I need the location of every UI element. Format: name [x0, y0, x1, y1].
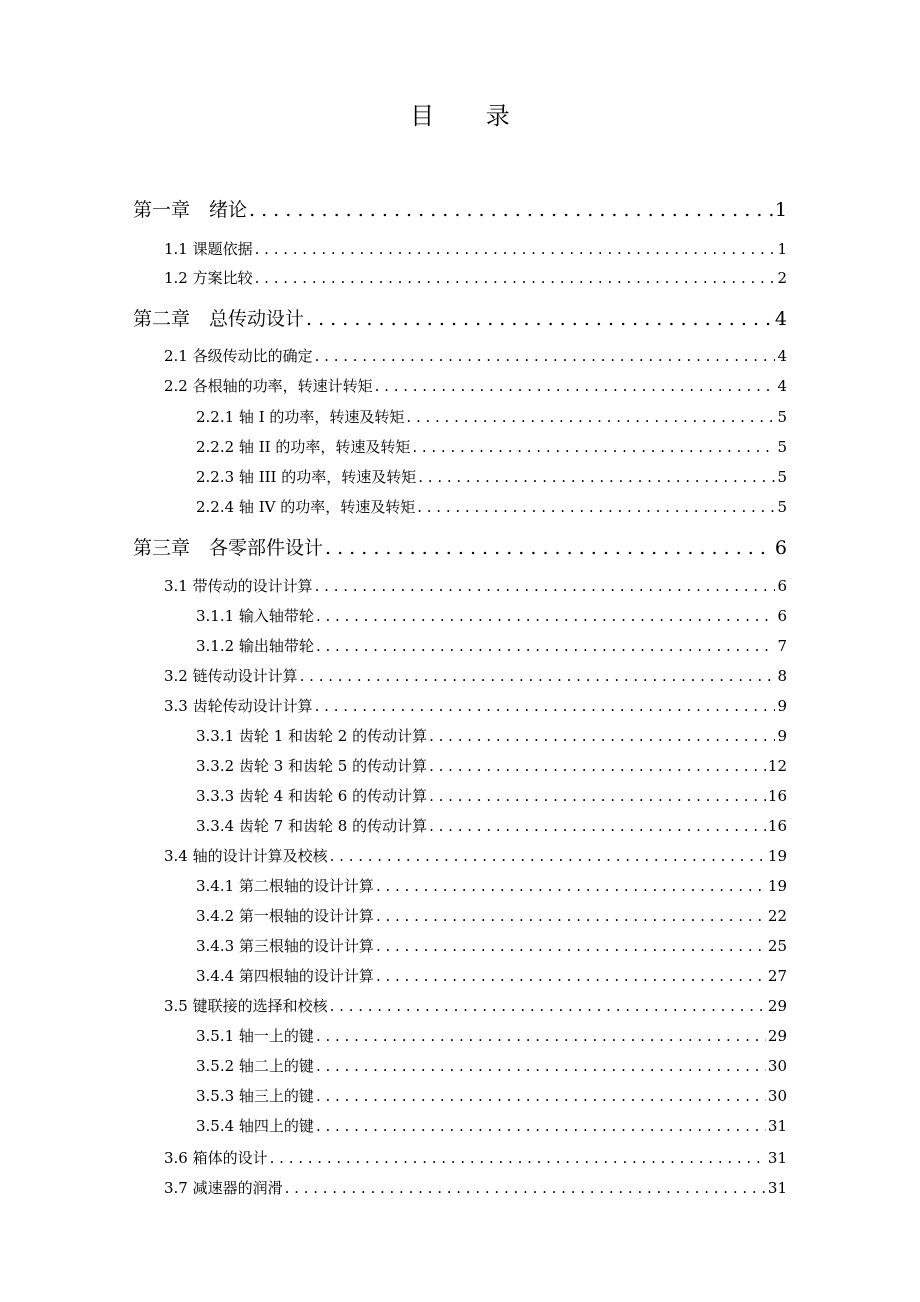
toc-entry[interactable]: [164, 1173, 787, 1203]
toc-entry[interactable]: [196, 1051, 787, 1081]
toc-entry-page-number: 29: [767, 1027, 787, 1045]
toc-entry[interactable]: [196, 1081, 787, 1111]
toc-entry[interactable]: [196, 462, 787, 492]
toc-entry[interactable]: [196, 402, 787, 432]
dot-leader: [429, 751, 766, 781]
toc-entry-page-number: 4: [777, 377, 787, 395]
toc-entry-label: 3.4.1 第二根轴的设计计算: [196, 877, 374, 895]
toc-entry-label: 3.4.3 第三根轴的设计计算: [196, 937, 374, 955]
toc-entry[interactable]: [196, 601, 787, 631]
dot-leader: [316, 601, 776, 631]
dot-leader: [429, 781, 766, 811]
toc-entry-label: 2.2.1 轴 I 的功率，转速及转矩: [196, 408, 405, 426]
dot-leader: [315, 571, 776, 601]
dot-leader: [376, 901, 766, 931]
toc-entry[interactable]: [164, 691, 787, 721]
toc-entry-label: 2.1 各级传动比的确定: [164, 347, 313, 365]
toc-entry-page-number: 31: [767, 1149, 787, 1167]
toc-entry-label: 3.4 轴的设计计算及校核: [164, 847, 328, 865]
toc-entry-label: 3.5.1 轴一上的键: [196, 1027, 314, 1045]
dot-leader: [412, 432, 775, 462]
toc-entry[interactable]: [164, 991, 787, 1021]
toc-entry-page-number: 31: [767, 1179, 787, 1197]
toc-entry[interactable]: [164, 841, 787, 871]
toc-entry[interactable]: [196, 811, 787, 841]
toc-entry-label: 3.3.1 齿轮 1 和齿轮 2 的传动计算: [196, 727, 428, 745]
toc-entry-page-number: 4: [774, 308, 787, 330]
toc-entry-label: 3.1 带传动的设计计算: [164, 577, 313, 595]
toc-entry-label: 3.5.2 轴二上的键: [196, 1057, 314, 1075]
toc-entry[interactable]: [164, 234, 787, 264]
toc-entry[interactable]: [196, 1111, 787, 1141]
toc-entry-page-number: 7: [777, 637, 787, 655]
toc-entry[interactable]: [196, 751, 787, 781]
toc-entry-page-number: 4: [777, 347, 787, 365]
toc-entry-label: 3.5 键联接的选择和校核: [164, 997, 328, 1015]
toc-entry[interactable]: [133, 195, 787, 225]
dot-leader: [300, 661, 776, 691]
dot-leader: [270, 1143, 766, 1173]
toc-entry-page-number: 30: [767, 1057, 787, 1075]
dot-leader: [376, 931, 766, 961]
toc-entry[interactable]: [164, 263, 787, 293]
dot-leader: [249, 195, 773, 225]
dot-leader: [316, 1051, 766, 1081]
dot-leader: [429, 811, 766, 841]
toc-entry-page-number: 22: [767, 907, 787, 925]
dot-leader: [316, 1111, 766, 1141]
dot-leader: [255, 234, 776, 264]
dot-leader: [316, 1021, 766, 1051]
dot-leader: [418, 462, 775, 492]
toc-entry-label: 3.2 链传动设计计算: [164, 667, 298, 685]
dot-leader: [316, 1081, 766, 1111]
toc-entry-page-number: 16: [767, 787, 787, 805]
toc-entry-label: 3.5.4 轴四上的键: [196, 1117, 314, 1135]
toc-entry-label: 3.3.3 齿轮 4 和齿轮 6 的传动计算: [196, 787, 428, 805]
toc-entry-label: 3.3.4 齿轮 7 和齿轮 8 的传动计算: [196, 817, 428, 835]
toc-entry-label: 3.7 减速器的润滑: [164, 1179, 283, 1197]
dot-leader: [330, 991, 766, 1021]
toc-entry-label: 3.1.2 输出轴带轮: [196, 637, 314, 655]
toc-entry-label: 3.3 齿轮传动设计计算: [164, 697, 313, 715]
toc-entry-label: 第三章 各零部件设计: [133, 537, 324, 559]
page-title: 目 录: [410, 102, 532, 130]
toc-entry[interactable]: [196, 721, 787, 751]
toc-entry-label: 3.6 箱体的设计: [164, 1149, 268, 1167]
toc-entry-page-number: 5: [777, 468, 787, 486]
toc-entry-page-number: 31: [767, 1117, 787, 1135]
toc-entry-page-number: 19: [767, 847, 787, 865]
dot-leader: [330, 841, 766, 871]
toc-entry[interactable]: [164, 341, 787, 371]
toc-entry-label: 3.4.2 第一根轴的设计计算: [196, 907, 374, 925]
dot-leader: [325, 533, 773, 563]
toc-entry-page-number: 5: [777, 408, 787, 426]
toc-entry[interactable]: [164, 661, 787, 691]
dot-leader: [376, 961, 766, 991]
toc-entry-label: 2.2.4 轴 IV 的功率，转速及转矩: [196, 498, 416, 516]
toc-entry-label: 3.5.3 轴三上的键: [196, 1087, 314, 1105]
toc-entry[interactable]: [196, 781, 787, 811]
toc-entry[interactable]: [133, 304, 787, 334]
dot-leader: [406, 402, 775, 432]
toc-entry-page-number: 9: [777, 727, 787, 745]
toc-entry-label: 2.2.2 轴 II 的功率，转速及转矩: [196, 438, 411, 456]
toc-entry-page-number: 16: [767, 817, 787, 835]
toc-entry-page-number: 1: [777, 240, 787, 258]
toc-entry-label: 2.2.3 轴 III 的功率，转速及转矩: [196, 468, 417, 486]
dot-leader: [375, 371, 776, 401]
toc-entry-page-number: 6: [777, 607, 787, 625]
toc-entry-label: 3.4.4 第四根轴的设计计算: [196, 967, 374, 985]
toc-entry-label: 第二章 总传动设计: [133, 308, 305, 330]
toc-entry-page-number: 30: [767, 1087, 787, 1105]
toc-entry-page-number: 6: [777, 577, 787, 595]
toc-entry-page-number: 5: [777, 498, 787, 516]
toc-entry-page-number: 27: [767, 967, 787, 985]
toc-entry[interactable]: [196, 931, 787, 961]
toc-entry-label: 第一章 绪论: [133, 199, 248, 221]
toc-entry[interactable]: [133, 533, 787, 563]
dot-leader: [285, 1173, 766, 1203]
toc-entry[interactable]: [196, 871, 787, 901]
dot-leader: [316, 631, 776, 661]
dot-leader: [255, 263, 776, 293]
toc-entry[interactable]: [196, 1021, 787, 1051]
toc-entry-page-number: 19: [767, 877, 787, 895]
dot-leader: [376, 871, 766, 901]
toc-entry-label: 3.1.1 输入轴带轮: [196, 607, 314, 625]
toc-entry[interactable]: [164, 571, 787, 601]
toc-entry[interactable]: [196, 492, 787, 522]
toc-entry-label: 1.1 课题依据: [164, 240, 253, 258]
toc-entry-label: 3.3.2 齿轮 3 和齿轮 5 的传动计算: [196, 757, 428, 775]
dot-leader: [315, 341, 776, 371]
toc-entry-page-number: 12: [767, 757, 787, 775]
toc-entry[interactable]: [196, 901, 787, 931]
toc-entry[interactable]: [196, 432, 787, 462]
toc-entry-label: 2.2 各根轴的功率，转速计转矩: [164, 377, 373, 395]
toc-entry-page-number: 25: [767, 937, 787, 955]
toc-entry-page-number: 1: [774, 199, 787, 221]
toc-entry-page-number: 6: [774, 537, 787, 559]
toc-entry-page-number: 8: [777, 667, 787, 685]
toc-entry[interactable]: [164, 1143, 787, 1173]
dot-leader: [315, 691, 776, 721]
toc-entry-page-number: 5: [777, 438, 787, 456]
toc-entry-page-number: 2: [777, 269, 787, 287]
toc-entry-page-number: 9: [777, 697, 787, 715]
toc-entry-label: 1.2 方案比较: [164, 269, 253, 287]
dot-leader: [429, 721, 775, 751]
toc-entry[interactable]: [164, 371, 787, 401]
toc-entry[interactable]: [196, 961, 787, 991]
dot-leader: [417, 492, 775, 522]
toc-entry[interactable]: [196, 631, 787, 661]
dot-leader: [306, 304, 773, 334]
toc-entry-page-number: 29: [767, 997, 787, 1015]
